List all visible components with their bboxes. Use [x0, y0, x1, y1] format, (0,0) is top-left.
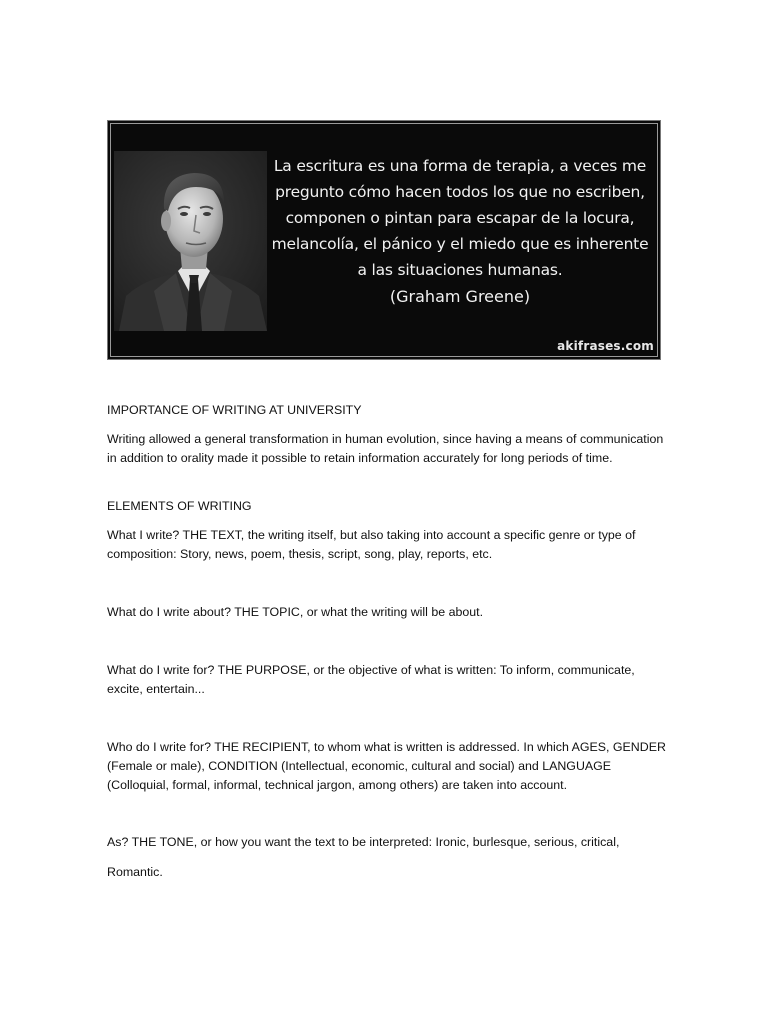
paragraph-importance: Writing allowed a general transformation in human evolution, since having a means of communication in addition to orality made it possible to retain information accurately for long periods of time.: [107, 432, 664, 465]
quote-image: [107, 120, 661, 360]
paragraph-romantic: Romantic.: [107, 865, 163, 879]
portrait-photo: [114, 151, 267, 331]
paragraph-tone: As? THE TONE, or how you want the text to be interpreted: Ironic, burlesque, serious, critical,: [107, 835, 620, 849]
section-heading-importance: IMPORTANCE OF WRITING AT UNIVERSITY: [107, 403, 362, 417]
paragraph-purpose: What do I write for? THE PURPOSE, or the objective of what is written: To inform, communicate, excite, entertain...: [107, 663, 635, 696]
paragraph-text: What I write? THE TEXT, the writing itself, but also taking into account a specific genre or type of composition: Story, news, poem, thesis, script, song, play, reports, etc.: [107, 528, 636, 561]
paragraph-recipient: Who do I write for? THE RECIPIENT, to whom what is written is addressed. In which AGES, GENDER (Female or male), CONDITION (Intellectual, economic, cultural and social) and LANGUAGE (Colloquial, formal, informal, technical jargon, among others) are taken into account.: [107, 740, 666, 792]
quote-text: La escritura es una forma de terapia, a veces me pregunto cómo hacen todos los que no escriben, componen o pintan para escapar de la locura, melancolía, el pánico y el miedo que es inherente a las situaciones humanas.: [271, 157, 649, 279]
watermark-logo: akifrases.com: [557, 339, 654, 353]
section-heading-elements: ELEMENTS OF WRITING: [107, 499, 252, 513]
paragraph-topic: What do I write about? THE TOPIC, or what the writing will be about.: [107, 605, 484, 619]
quote-author: (Graham Greene): [389, 287, 531, 306]
